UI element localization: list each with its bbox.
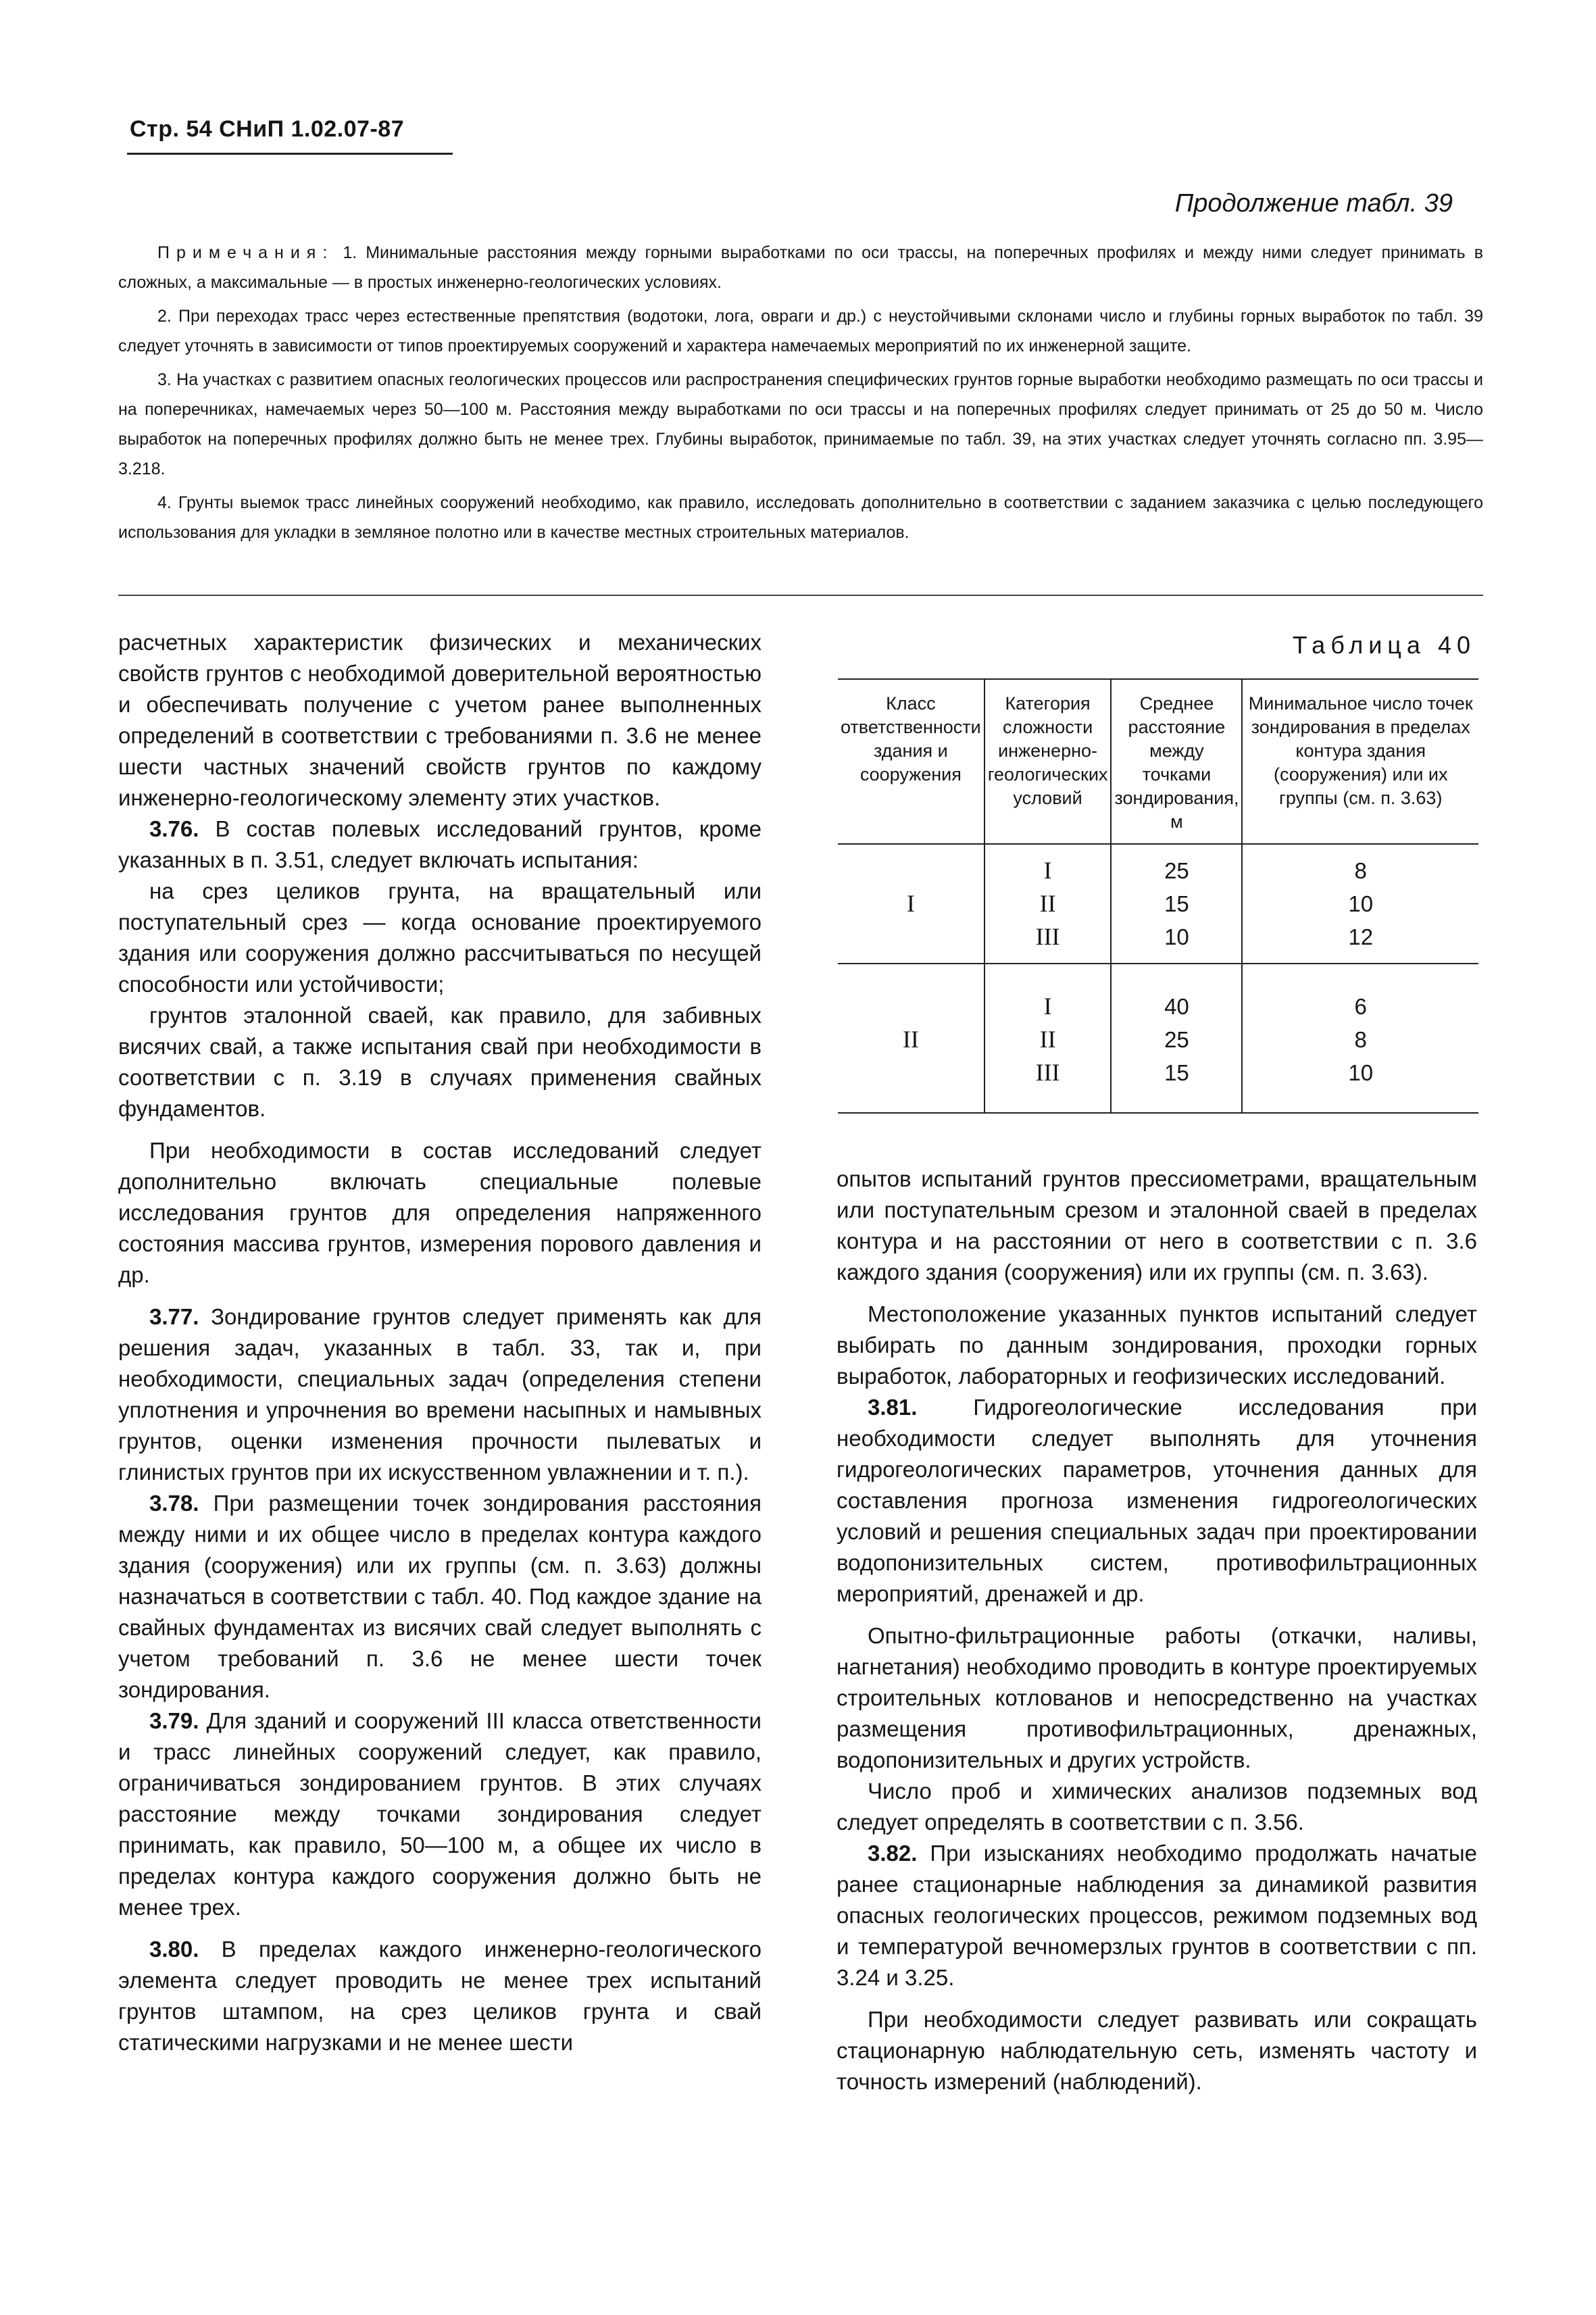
clause-3-77 bbox=[118, 1301, 762, 1488]
clause-number: 3.76. bbox=[149, 816, 199, 841]
clause-text: Гидрогеологические исследования при необходимости следует выполнять для уточнения гидрогеологических параметров, уточнения данных для составления прогноза изменения гидрогеологических условий и решения специальных задач при проектировании водопонизительных систем, противофильтрационных мероприятий, дренажей и др. bbox=[837, 1395, 1478, 1606]
clause-number: 3.80. bbox=[149, 1937, 199, 1962]
clause-number: 3.77. bbox=[149, 1304, 199, 1329]
clause-3-78 bbox=[118, 1488, 762, 1706]
clause-text: В состав полевых исследований грунтов, кроме указанных в п. 3.51, следует включать испытания: bbox=[118, 816, 762, 872]
distance-cell bbox=[1111, 964, 1242, 1113]
distance-value: 25 bbox=[1164, 858, 1189, 883]
header-category: Категория сложности инженерно-геологических условий bbox=[984, 679, 1112, 844]
clause-text: В пределах каждого инженерно-геологического элемента следует проводить не менее трех испытаний грунтов штампом, на срез целиков грунта и свай статическими нагрузками и не менее шести bbox=[118, 1937, 762, 2055]
clause-3-82 bbox=[837, 1838, 1477, 1993]
header-class: Класс ответственности здания и сооружения bbox=[838, 679, 984, 844]
clause-number: 3.78. bbox=[149, 1491, 199, 1516]
table-continuation-label: Продолжение табл. 39 bbox=[1174, 189, 1453, 218]
clause-3-76-item-a: на срез целиков грунта, на вращательный или поступательный срез — когда основание проектируемого здания или сооружения должно рассчитываться по несущей способности или устойчивости; bbox=[118, 878, 762, 997]
min-points-value: 8 bbox=[1354, 1027, 1367, 1052]
clause-text: При изысканиях необходимо продолжать начатые ранее стационарные наблюдения за динамикой развития опасных геологических процессов, режимом подземных вод и температурой вечномерзлых грунтов в соответствии с пп. 3.24 и 3.25. bbox=[837, 1841, 1477, 1990]
distance-value: 15 bbox=[1164, 891, 1189, 916]
left-paragraph-continuation: расчетных характеристик физических и механических свойств грунтов с необходимой доверительной вероятностью и обеспечивать получение с учетом ранее выполненных определений в соответствии с требованиями п. 3.6 не менее шести частных значений свойств грунтов по каждому инженерно-геологическому элементу этих участков. bbox=[118, 630, 762, 810]
min-points-value: 12 bbox=[1348, 924, 1374, 949]
class-cell: I bbox=[838, 844, 984, 964]
class-cell: II bbox=[902, 1026, 919, 1053]
category-cell bbox=[984, 844, 1112, 964]
clause-3-76-extra: При необходимости в состав исследований следует дополнительно включать специальные полевые исследования грунтов для определения напряженного состояния массива грунтов, измерения порового давления и др. bbox=[118, 1138, 762, 1287]
distance-cell bbox=[1111, 844, 1242, 964]
clause-text: Для зданий и сооружений III класса ответственности и трасс линейных сооружений следует, как правило, ограничиваться зондированием грунтов. В этих случаях расстояние между точками зондирования следует принимать, как правило, 50—100 м, а общее их число в пределах контура каждого сооружения должно быть не менее трех. bbox=[118, 1708, 762, 1920]
notes-divider bbox=[118, 595, 1483, 596]
table40-caption: Таблица 40 bbox=[1292, 631, 1476, 659]
clause-3-81-filtration: Опытно-фильтрационные работы (откачки, наливы, нагнетания) необходимо проводить в контуре проектируемых строительных котлованов и непосредственно на участках размещения противофильтрационных, дренажных, водопонизительных и других устройств. bbox=[837, 1623, 1477, 1772]
clause-number: 3.79. bbox=[149, 1708, 199, 1733]
test-location-paragraph: Местоположение указанных пунктов испытаний следует выбирать по данным зондирования, проходки горных выработок, лабораторных и геофизических исследований. bbox=[837, 1301, 1477, 1389]
clause-number: 3.82. bbox=[868, 1841, 918, 1866]
category-value: II bbox=[1039, 890, 1056, 917]
min-points-cell bbox=[1242, 964, 1478, 1113]
header-distance: Среднее расстояние между точками зондирования, м bbox=[1111, 679, 1242, 844]
notes-label: Примечания: bbox=[157, 243, 334, 262]
page-header: Стр. 54 СНиП 1.02.07-87 bbox=[130, 116, 405, 142]
table-row bbox=[838, 844, 1478, 964]
distance-value: 10 bbox=[1164, 924, 1189, 949]
clause-number: 3.81. bbox=[868, 1395, 918, 1420]
min-points-value: 6 bbox=[1354, 994, 1367, 1019]
min-points-value: 10 bbox=[1348, 1060, 1374, 1085]
right-paragraph-continuation: опытов испытаний грунтов прессиометрами, вращательным или поступательным срезом и эталонной сваей в пределах контура и на расстоянии от него в соответствии с п. 3.6 каждого здания (сооружения) или их группы (см. п. 3.63). bbox=[837, 1166, 1477, 1285]
clause-3-76-item-b: грунтов эталонной сваей, как правило, для забивных висячих свай, а также испытания свай при необходимости в соответствии с п. 3.19 в случаях применения свайных фундаментов. bbox=[118, 1003, 762, 1121]
note-1-text: 1. Минимальные расстояния между горными выработками по оси трассы, на поперечных профилях и между ними следует принимать в сложных, а максимальные — в простых инженерно-геологических условиях. bbox=[118, 243, 1483, 292]
note-3: 3. На участках с развитием опасных геологических процессов или распространения специфических грунтов горные выработки необходимо размещать по оси трассы и на поперечниках, намечаемых через 50—100 м. Расстояния между выработками по оси трассы и на поперечных профилях следует принимать от 25 до 50 м. Число выработок на поперечных профилях должно быть не менее трех. Глубины выработок, принимаемые по табл. 39, на этих участках следует уточнять согласно пп. 3.95—3.218. bbox=[118, 370, 1483, 478]
clause-3-80 bbox=[118, 1934, 762, 2058]
distance-value: 15 bbox=[1164, 1060, 1189, 1085]
min-points-cell bbox=[1242, 844, 1478, 964]
min-points-value: 8 bbox=[1354, 858, 1367, 883]
category-value: I bbox=[1043, 993, 1052, 1020]
category-cell bbox=[984, 964, 1112, 1113]
category-value: III bbox=[1035, 1059, 1060, 1086]
clause-3-79 bbox=[118, 1706, 762, 1923]
clause-text: Зондирование грунтов следует применять как для решения задач, указанных в табл. 33, так и, при необходимости, специальных задач (определения степени уплотнения и упрочнения во времени насыпных и намывных грунтов, оценки изменения прочности пылеватых и глинистых грунтов при их искусственном увлажнении и т. п.). bbox=[118, 1304, 762, 1485]
clause-3-81-samples: Число проб и химических анализов подземных вод следует определять в соответствии с п. 3.56. bbox=[837, 1778, 1477, 1835]
category-value: II bbox=[1039, 1026, 1056, 1053]
clause-3-82-network: При необходимости следует развивать или сокращать стационарную наблюдательную сеть, изменять частоту и точность измерений (наблюдений). bbox=[837, 2007, 1477, 2094]
header-underline bbox=[127, 153, 453, 155]
category-value: III bbox=[1035, 923, 1060, 950]
note-4: 4. Грунты выемок трасс линейных сооружений необходимо, как правило, исследовать дополнительно в соответствии с заданием заказчика с целью последующего использования для укладки в земляное полотно или в качестве местных строительных материалов. bbox=[118, 493, 1483, 542]
table-40 bbox=[838, 678, 1478, 1114]
min-points-value: 10 bbox=[1348, 891, 1374, 916]
clause-text: При размещении точек зондирования расстояния между ними и их общее число в пределах контура каждого здания (сооружения) или их группы (см. п. 3.63) должны назначаться в соответствии с табл. 40. Под каждое здание на свайных фундаментах из висячих свай следует выполнять с учетом требований п. 3.6 не менее шести точек зондирования. bbox=[118, 1491, 762, 1702]
category-value: I bbox=[1043, 857, 1052, 884]
clause-3-81 bbox=[837, 1392, 1477, 1610]
clause-3-76 bbox=[118, 814, 762, 876]
table39-notes bbox=[118, 238, 1483, 551]
table-row bbox=[838, 964, 1478, 1113]
note-2: 2. При переходах трасс через естественные препятствия (водотоки, лога, овраги и др.) с неустойчивыми склонами число и глубины горных выработок по табл. 39 следует уточнять в зависимости от типов проектируемых сооружений и характера намечаемых мероприятий по их инженерной защите. bbox=[118, 307, 1483, 355]
left-column bbox=[118, 627, 762, 2058]
header-min-points: Минимальное число точек зондирования в пределах контура здания (сооружения) или их группы (см. п. 3.63) bbox=[1242, 679, 1478, 844]
note-1 bbox=[118, 238, 1483, 297]
table-header-row bbox=[838, 679, 1478, 844]
right-column bbox=[837, 1164, 1477, 2097]
distance-value: 25 bbox=[1164, 1027, 1189, 1052]
distance-value: 40 bbox=[1164, 994, 1189, 1019]
